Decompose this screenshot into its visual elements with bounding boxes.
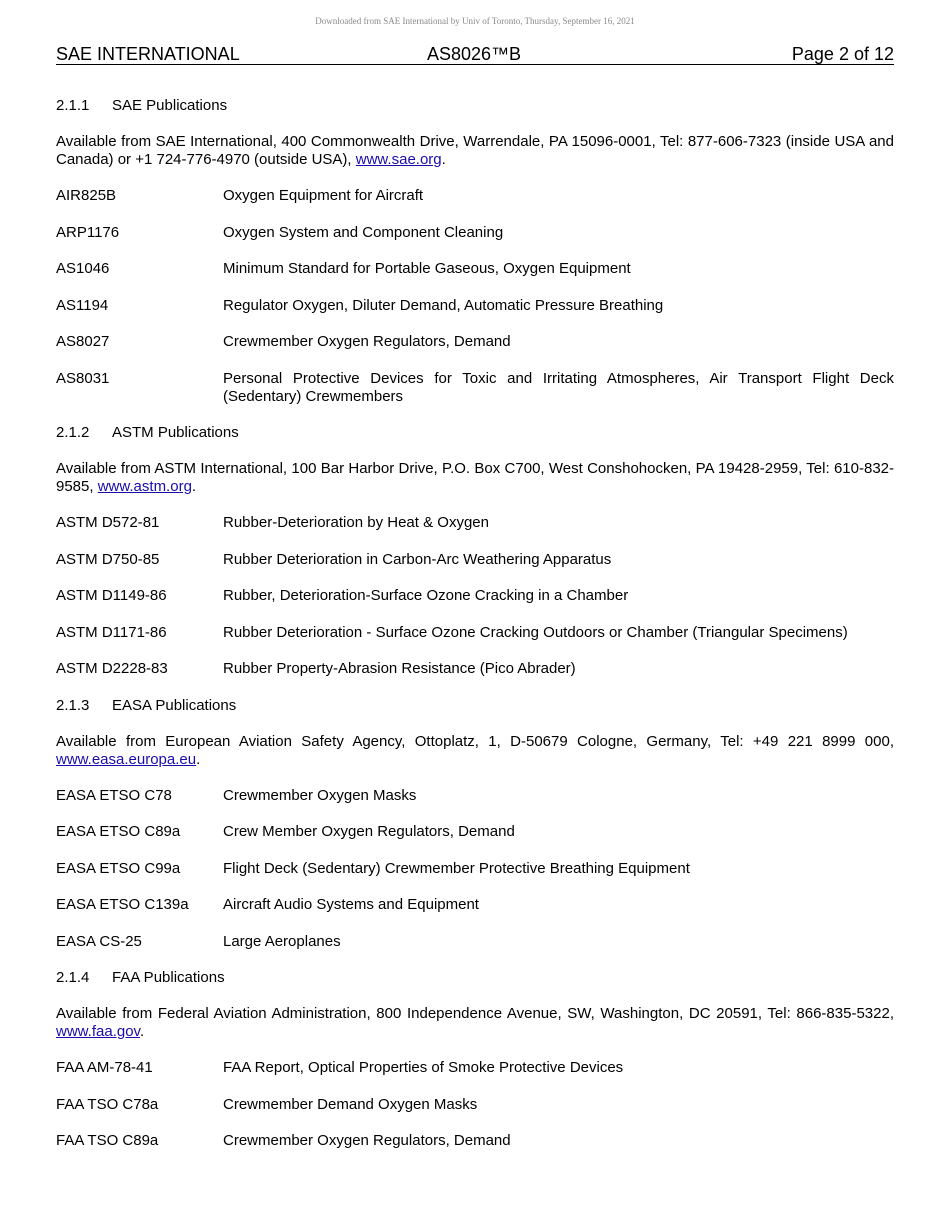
publisher-website-link[interactable]: www.faa.gov — [56, 1023, 140, 1040]
reference-title: Crewmember Oxygen Regulators, Demand — [223, 1132, 511, 1149]
section-heading — [56, 97, 894, 115]
reference-title: Rubber Deterioration in Carbon-Arc Weathering Apparatus — [223, 550, 612, 568]
reference-title: Regulator Oxygen, Diluter Demand, Automatic Pressure Breathing — [223, 296, 664, 314]
reference-row — [56, 933, 894, 951]
reference-title: Oxygen System and Component Cleaning — [223, 223, 504, 241]
reference-row — [56, 860, 894, 878]
section-number: 2.1.4 — [56, 969, 90, 986]
reference-code: FAA TSO C89a — [56, 1132, 159, 1149]
document-body — [56, 97, 894, 1169]
reference-row — [56, 1059, 894, 1077]
reference-row — [56, 1096, 894, 1114]
reference-row — [56, 587, 894, 605]
reference-code: ARP1176 — [56, 223, 120, 241]
reference-title: Rubber, Deterioration-Surface Ozone Cracking in a Chamber — [223, 587, 629, 604]
reference-row — [56, 333, 894, 351]
publisher-website-link[interactable]: www.sae.org — [355, 151, 442, 168]
section-title: FAA Publications — [112, 969, 225, 986]
reference-code: AS1046 — [56, 260, 110, 277]
section-number: 2.1.2 — [56, 424, 90, 441]
reference-title: Rubber-Deterioration by Heat & Oxygen — [223, 514, 489, 531]
reference-code: AIR825B — [56, 187, 117, 204]
reference-row — [56, 297, 894, 315]
reference-title: Crewmember Oxygen Regulators, Demand — [223, 333, 511, 350]
section-number: 2.1.3 — [56, 696, 90, 714]
availability-paragraph — [56, 1005, 894, 1041]
page-header — [56, 44, 894, 65]
reference-title: Rubber Property-Abrasion Resistance (Pico Abrader) — [223, 660, 576, 677]
reference-row — [56, 260, 894, 278]
reference-code: ASTM D750-85 — [56, 550, 160, 568]
reference-code: FAA AM-78-41 — [56, 1059, 153, 1076]
section-heading — [56, 424, 894, 442]
reference-title: Crew Member Oxygen Regulators, Demand — [223, 823, 515, 840]
reference-code: ASTM D572-81 — [56, 514, 160, 531]
section-heading — [56, 969, 894, 987]
section-title: EASA Publications — [112, 696, 237, 714]
sentence-period: . — [139, 1023, 145, 1040]
section-heading — [56, 697, 894, 715]
reference-row — [56, 514, 894, 532]
availability-text: Available from Federal Aviation Administration, 800 Independence Avenue, SW, Washington, DC 20591, Tel: 866-835-5322, — [56, 1005, 894, 1022]
reference-code: EASA ETSO C89a — [56, 823, 181, 840]
reference-code: EASA CS-25 — [56, 932, 142, 950]
reference-code: ASTM D2228-83 — [56, 660, 168, 677]
reference-title: Crewmember Demand Oxygen Masks — [223, 1095, 478, 1113]
availability-paragraph — [56, 133, 894, 169]
reference-title: Oxygen Equipment for Aircraft — [223, 187, 424, 204]
publisher-website-link[interactable]: www.easa.europa.eu — [56, 750, 197, 768]
availability-text: Available from ASTM International, 100 Bar Harbor Drive, P.O. Box C700, West Conshohocken, PA 19428-2959, Tel: 610-832-9585, — [56, 460, 894, 495]
reference-title: Aircraft Audio Systems and Equipment — [223, 896, 479, 913]
section-title: ASTM Publications — [112, 424, 239, 441]
reference-code: AS8027 — [56, 333, 110, 350]
sentence-period: . — [196, 750, 201, 768]
availability-paragraph — [56, 460, 894, 496]
reference-title: Rubber Deterioration - Surface Ozone Cracking Outdoors or Chamber (Triangular Specimens) — [223, 623, 848, 641]
reference-code: AS8031 — [56, 369, 110, 387]
reference-row — [56, 823, 894, 841]
reference-row — [56, 1132, 894, 1150]
availability-text: Available from European Aviation Safety Agency, Ottoplatz, 1, D-50679 Cologne, Germany, Tel: +49 221 8999 000, — [56, 732, 894, 750]
sentence-period: . — [441, 151, 446, 168]
reference-row — [56, 187, 894, 205]
reference-row — [56, 370, 894, 406]
reference-code: EASA ETSO C99a — [56, 859, 181, 877]
publisher-website-link[interactable]: www.astm.org — [97, 478, 192, 495]
reference-code: ASTM D1149-86 — [56, 587, 167, 604]
availability-text: Available from SAE International, 400 Commonwealth Drive, Warrendale, PA 15096-0001, Tel: 877-606-7323 (inside USA and Canada) or +1 724-776-4970 (outside USA), — [56, 133, 894, 168]
reference-title: Flight Deck (Sedentary) Crewmember Protective Breathing Equipment — [223, 859, 690, 877]
reference-code: EASA ETSO C139a — [56, 896, 189, 913]
publisher-name: SAE INTERNATIONAL — [56, 44, 240, 64]
reference-title: FAA Report, Optical Properties of Smoke Protective Devices — [223, 1059, 624, 1076]
reference-code: ASTM D1171-86 — [56, 623, 167, 641]
reference-row — [56, 551, 894, 569]
reference-code: EASA ETSO C78 — [56, 786, 172, 804]
document-number: AS8026™B — [427, 44, 522, 64]
reference-row — [56, 224, 894, 242]
reference-row — [56, 896, 894, 914]
page-number: Page 2 of 12 — [791, 44, 894, 64]
reference-row — [56, 787, 894, 805]
availability-paragraph — [56, 733, 894, 769]
reference-row — [56, 660, 894, 678]
section-title: SAE Publications — [112, 97, 228, 114]
section-number: 2.1.1 — [56, 97, 90, 114]
download-watermark: Downloaded from SAE International by Univ of Toronto, Thursday, September 16, 2021 — [315, 16, 635, 26]
reference-code: FAA TSO C78a — [56, 1095, 159, 1113]
reference-row — [56, 624, 894, 642]
sentence-period: . — [191, 478, 197, 495]
reference-title: Crewmember Oxygen Masks — [223, 786, 417, 804]
reference-title: Large Aeroplanes — [223, 932, 341, 950]
reference-code: AS1194 — [56, 296, 109, 314]
reference-title: Personal Protective Devices for Toxic and Irritating Atmospheres, Air Transport Flight Deck (Sedentary) Crewmembers — [223, 369, 894, 405]
reference-title: Minimum Standard for Portable Gaseous, Oxygen Equipment — [223, 260, 631, 277]
